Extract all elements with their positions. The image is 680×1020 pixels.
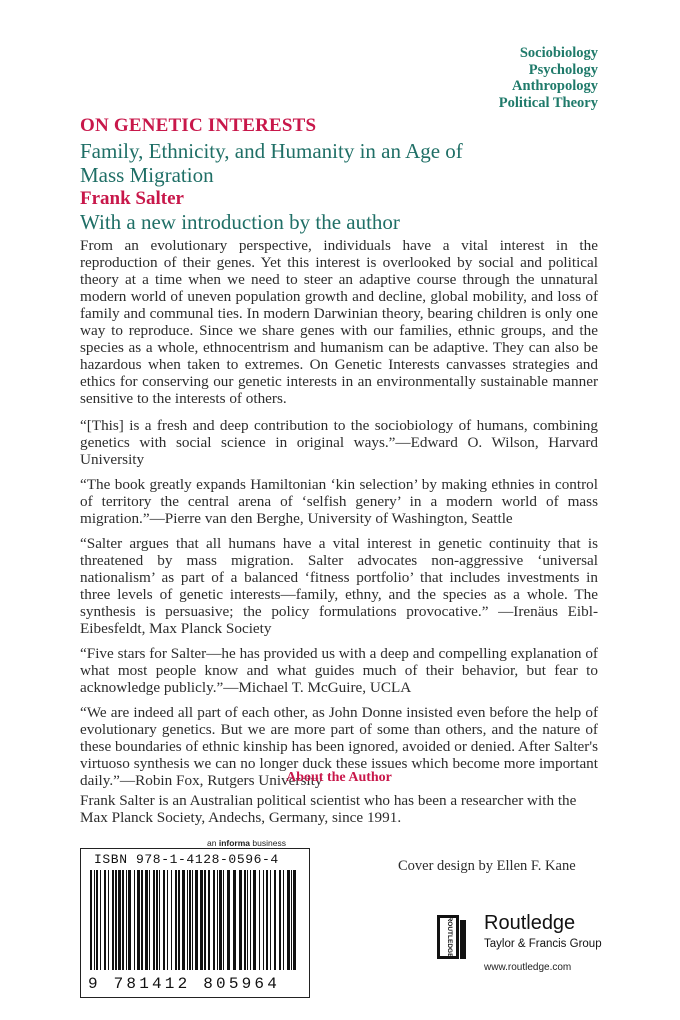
barcode-bar bbox=[253, 870, 256, 970]
routledge-logo-icon bbox=[436, 914, 476, 960]
subject-item: Psychology bbox=[528, 61, 598, 78]
barcode-bar bbox=[213, 870, 215, 970]
barcode-bar bbox=[208, 870, 210, 970]
book-title: ON GENETIC INTERESTS bbox=[80, 115, 317, 136]
description-paragraph: From an evolutionary perspective, individuals have a vital interest in the reproduction of their genes. Yet this interest is overlooked by social and political theory at a time when we need to steer an adaptive course through the unnatural modern world of uneven population growth and decline, global mobility, and loss of family and communal ties. In modern Darwinian theory, bearing children is only one way to reproduce. Since we share genes with our families, ethnic groups, and the species as a whole, ethnocentrism and humanism can be adaptive. They can also be hazardous when taken to extremes. On Genetic Interests canvasses strategies and ethics for conserving our genetic interests in an environmentally sustainable manner sensitive to the interests of others. bbox=[80, 237, 598, 407]
informa-suffix: business bbox=[252, 838, 286, 848]
barcode-bar bbox=[171, 870, 172, 970]
barcode-bar bbox=[279, 870, 281, 970]
barcode-bar bbox=[100, 870, 101, 970]
barcode-bar bbox=[175, 870, 177, 970]
barcode-bar bbox=[153, 870, 155, 970]
barcode-bar bbox=[94, 870, 95, 970]
barcode-bar bbox=[137, 870, 140, 970]
subject-item: Anthropology bbox=[512, 78, 598, 94]
informa-prefix: an bbox=[207, 838, 217, 848]
barcode-bar bbox=[200, 870, 203, 970]
intro-note: With a new introduction by the author bbox=[80, 210, 400, 234]
publisher-group: Taylor & Francis Group bbox=[484, 938, 602, 950]
barcode-bar bbox=[233, 870, 236, 970]
routledge-logo-text: ROUTLEDGE bbox=[446, 916, 453, 958]
barcode-bar bbox=[223, 870, 224, 970]
barcode-bar bbox=[96, 870, 98, 970]
barcode-bar bbox=[259, 870, 260, 970]
barcode-bar bbox=[145, 870, 148, 970]
barcode-bar bbox=[192, 870, 193, 970]
barcode-bar bbox=[156, 870, 158, 970]
about-author-text: Frank Salter is an Australian political scientist who has been a researcher with the Max Planck Society, Andechs, Germany, since 1991. bbox=[80, 792, 577, 826]
subject-item: Sociobiology bbox=[519, 45, 598, 61]
cover-design-credit: Cover design by Ellen F. Kane bbox=[398, 858, 576, 874]
barcode-bar bbox=[149, 870, 150, 970]
barcode-bar bbox=[244, 870, 246, 970]
isbn-label: ISBN 978-1-4128-0596-4 bbox=[94, 852, 279, 867]
barcode-bar bbox=[163, 870, 165, 970]
barcode-bar bbox=[126, 870, 127, 970]
barcode-bar bbox=[263, 870, 264, 970]
review-blurb: “[This] is a fresh and deep contribution to the sociobiology of humans, combining genetics with social science in original ways.”—Edward O. Wilson, Harvard University bbox=[80, 417, 598, 468]
barcode-bar bbox=[187, 870, 188, 970]
barcode-bar bbox=[90, 870, 92, 970]
barcode-bar bbox=[128, 870, 131, 970]
barcode-bar bbox=[115, 870, 117, 970]
barcode-bar bbox=[293, 870, 296, 970]
informa-brand: informa bbox=[218, 838, 251, 848]
author-name: Frank Salter bbox=[80, 188, 184, 209]
barcode-bar bbox=[159, 870, 160, 970]
subject-list bbox=[499, 45, 598, 111]
barcode-bar bbox=[217, 870, 218, 970]
barcode-bar bbox=[250, 870, 251, 970]
barcode-bar bbox=[104, 870, 106, 970]
barcode-bar bbox=[219, 870, 222, 970]
barcode-bar bbox=[112, 870, 114, 970]
barcode-bar bbox=[134, 870, 135, 970]
subject-item: Political Theory bbox=[498, 94, 598, 111]
barcode-bar bbox=[189, 870, 191, 970]
book-subtitle: Family, Ethnicity, and Humanity in an Age of Mass Migration bbox=[80, 139, 463, 187]
review-blurb: “Five stars for Salter—he has provided us with a deep and compelling explanation of what most people know and what guides much of their behavior, but fear to acknowledge publicly.”—Michael T. McGuire, UCLA bbox=[80, 645, 598, 696]
review-blurb: “The book greatly expands Hamiltonian ‘kin selection’ by making ethnies in control of territory the central arena of ‘selfish genery’ in a modern world of mass migration.”—Pierre van den Berghe, University of Washington, Seattle bbox=[80, 476, 598, 527]
barcode-digits: 9 781412 805964 bbox=[88, 975, 281, 993]
review-blurb: “Salter argues that all humans have a vital interest in genetic continuity that is threatened by mass migration. Salter advocates non-aggressive ‘universal nationalism’ as part of a balanced ‘fitness portfolio’ that includes investments in three levels of genetic interests—family, ethny, and the species as a whole. The synthesis is persuasive; the policy formulations provocative.” —Irenäus Eibl-Eibesfeldt, Max Planck Society bbox=[80, 535, 598, 637]
barcode-bar bbox=[108, 870, 109, 970]
barcode-bar bbox=[141, 870, 143, 970]
barcode-bar bbox=[204, 870, 206, 970]
review-blurb: “We are indeed all part of each other, as John Donne insisted even before the help of evolutionary genetics. But we are more part of some than others, and the nature of these boundaries of ethnic kinship has been ignored, avoided or denied. After Salter's virtuoso synthesis we can no longer duck these issues which become more important daily.”—Robin Fox, Rutgers University bbox=[80, 704, 598, 789]
publisher-url: www.routledge.com bbox=[484, 962, 572, 973]
book-description-section bbox=[80, 237, 598, 797]
barcode-bar bbox=[118, 870, 121, 970]
barcode-bar bbox=[239, 870, 242, 970]
barcode-bar bbox=[167, 870, 168, 970]
barcode-bar bbox=[266, 870, 268, 970]
informa-business-label bbox=[207, 838, 286, 848]
barcode-bar bbox=[287, 870, 290, 970]
barcode-bar bbox=[195, 870, 198, 970]
barcode-bar bbox=[178, 870, 180, 970]
barcode-bar bbox=[182, 870, 185, 970]
barcode-bar bbox=[291, 870, 292, 970]
barcode-bar bbox=[122, 870, 124, 970]
barcode-bars-icon bbox=[88, 870, 302, 974]
about-author-heading: About the Author bbox=[286, 770, 392, 785]
barcode-bar bbox=[274, 870, 276, 970]
barcode-bar bbox=[283, 870, 284, 970]
barcode-bar bbox=[227, 870, 230, 970]
barcode-bar bbox=[270, 870, 271, 970]
publisher-name: Routledge bbox=[484, 912, 576, 934]
barcode-bar bbox=[247, 870, 248, 970]
